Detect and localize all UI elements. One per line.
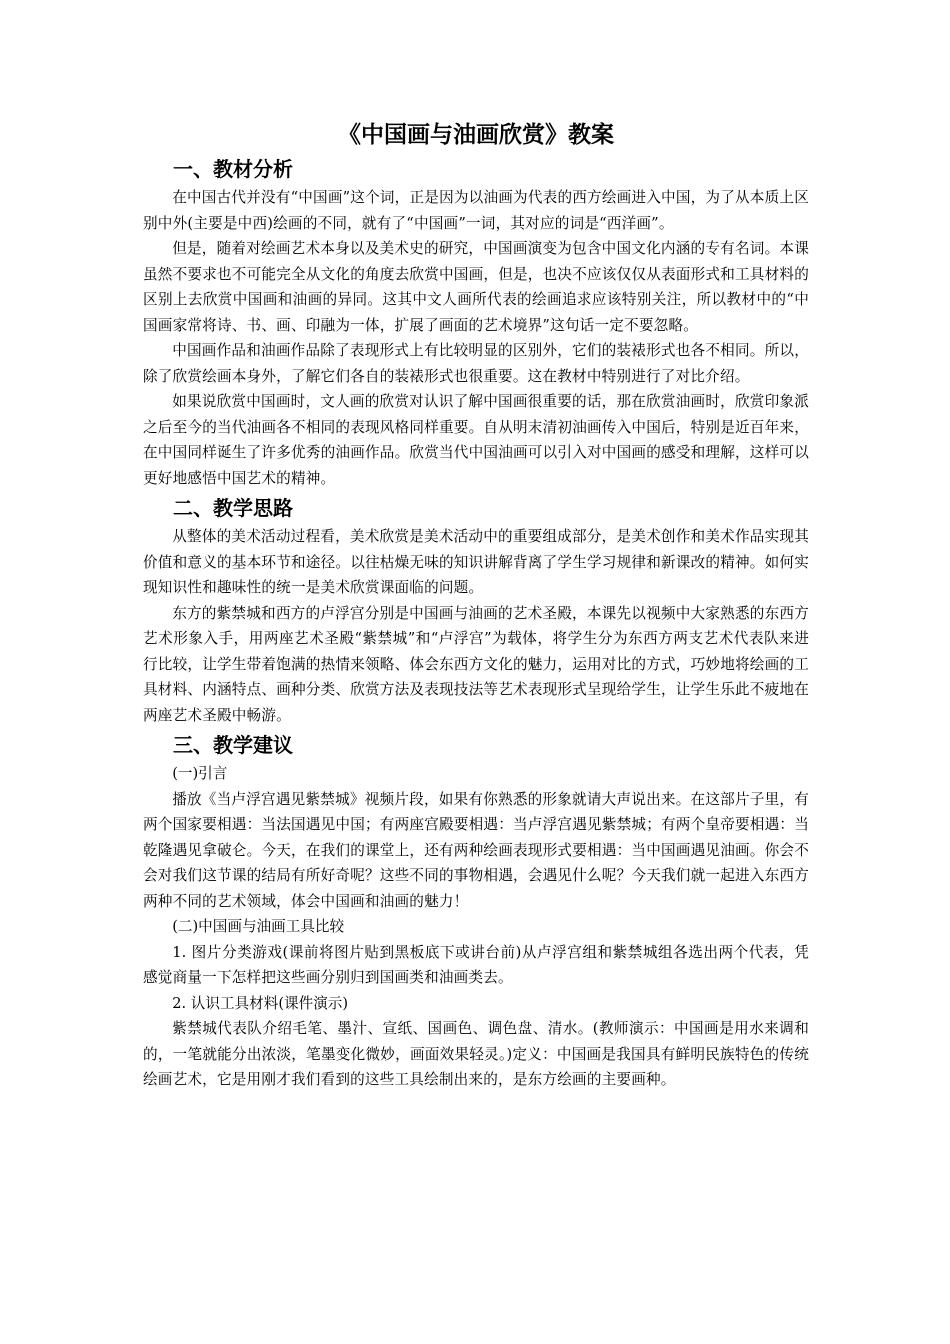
paragraph: 如果说欣赏中国画时，文人画的欣赏对认识了解中国画很重要的话，那在欣赏油画时，欣赏印象派之后至今的当代油画各不相同的表现风格同样重要。自从明末清初油画传入中国后，特别是近百年来，在中国同样诞生了许多优秀的油画作品。欣赏当代中国油画可以引入对中国画的感受和理解，这样可以更好地感悟中国艺术的精神。 xyxy=(143,393,809,487)
subheading-introduction: (一)引言 xyxy=(172,765,228,782)
paragraph: 从整体的美术活动过程看，美术欣赏是美术活动中的重要组成部分，是美术创作和美术作品实现其价值和意义的基本环节和途径。以往枯燥无味的知识讲解背离了学生学习规律和新课改的精神。如何实现知识性和趣味性的统一是美术欣赏课面临的问题。 xyxy=(143,528,809,596)
paragraph: 东方的紫禁城和西方的卢浮宫分别是中国画与油画的艺术圣殿，本课先以视频中大家熟悉的东西方艺术形象入手，用两座艺术圣殿“紫禁城”和“卢浮宫”为载体，将学生分为东西方两支艺术代表队来进行比较，让学生带着饱满的热情来领略、体会东西方文化的魅力，运用对比的方式，巧妙地将绘画的工具材料、内涵特点、画种分类、欣赏方法及表现技法等艺术表现形式呈现给学生，让学生乐此不疲地在两座艺术圣殿中畅游。 xyxy=(143,604,809,724)
document-title: 《中国画与油画欣赏》教案 xyxy=(338,122,614,148)
paragraph: 1. 图片分类游戏(课前将图片贴到黑板底下或讲台前)从卢浮宫组和紫禁城组各选出两个代表，凭感觉商量一下怎样把这些画分别归到国画类和油画类去。 xyxy=(143,943,809,986)
paragraph: 中国画作品和油画作品除了表现形式上有比较明显的区别外，它们的装裱形式也各不相同。所以，除了欣赏绘画本身外，了解它们各自的装裱形式也很重要。这在教材中特别进行了对比介绍。 xyxy=(143,342,809,385)
subheading-tool-comparison: (二)中国画与油画工具比较 xyxy=(172,918,345,935)
section-heading-analysis: 一、教材分析 xyxy=(173,157,293,181)
section-heading-suggestions: 三、教学建议 xyxy=(173,733,293,757)
subheading-materials: 2. 认识工具材料(课件演示) xyxy=(172,994,349,1012)
section-heading-approach: 二、教学思路 xyxy=(173,496,293,520)
paragraph: 在中国古代并没有“中国画”这个词，正是因为以油画为代表的西方绘画进入中国，为了从本质上区别中外(主要是中西)绘画的不同，就有了“中国画”一词，其对应的词是“西洋画”。 xyxy=(143,189,809,232)
paragraph: 紫禁城代表队介绍毛笔、墨汁、宣纸、国画色、调色盘、清水。(教师演示：中国画是用水来调和的，一笔就能分出浓淡，笔墨变化微妙，画面效果轻灵。)定义：中国画是我国具有鲜明民族特色的传统绘画艺术，它是用刚才我们看到的这些工具绘制出来的，是东方绘画的主要画种。 xyxy=(143,1020,809,1088)
paragraph: 播放《当卢浮宫遇见紫禁城》视频片段，如果有你熟悉的形象就请大声说出来。在这部片子里，有两个国家要相遇：当法国遇见中国；有两座宫殿要相遇：当卢浮宫遇见紫禁城；有两个皇帝要相遇：当乾隆遇见拿破仑。今天，在我们的课堂上，还有两种绘画表现形式要相遇：当中国画遇见油画。你会不会对我们这节课的结局有所好奇呢？这些不同的事物相遇，会遇见什么呢？今天我们就一起进入东西方两种不同的艺术领域，体会中国画和油画的魅力！ xyxy=(143,790,809,910)
document-page xyxy=(143,118,809,1093)
paragraph: 但是，随着对绘画艺术本身以及美术史的研究，中国画演变为包含中国文化内涵的专有名词。本课虽然不要求也不可能完全从文化的角度去欣赏中国画，但是，也决不应该仅仅从表面形式和工具材料的区别上去欣赏中国画和油画的异同。这其中文人画所代表的绘画追求应该特别关注，所以教材中的“中国画家常将诗、书、画、印融为一体，扩展了画面的艺术境界”这句话一定不要忽略。 xyxy=(143,240,809,334)
